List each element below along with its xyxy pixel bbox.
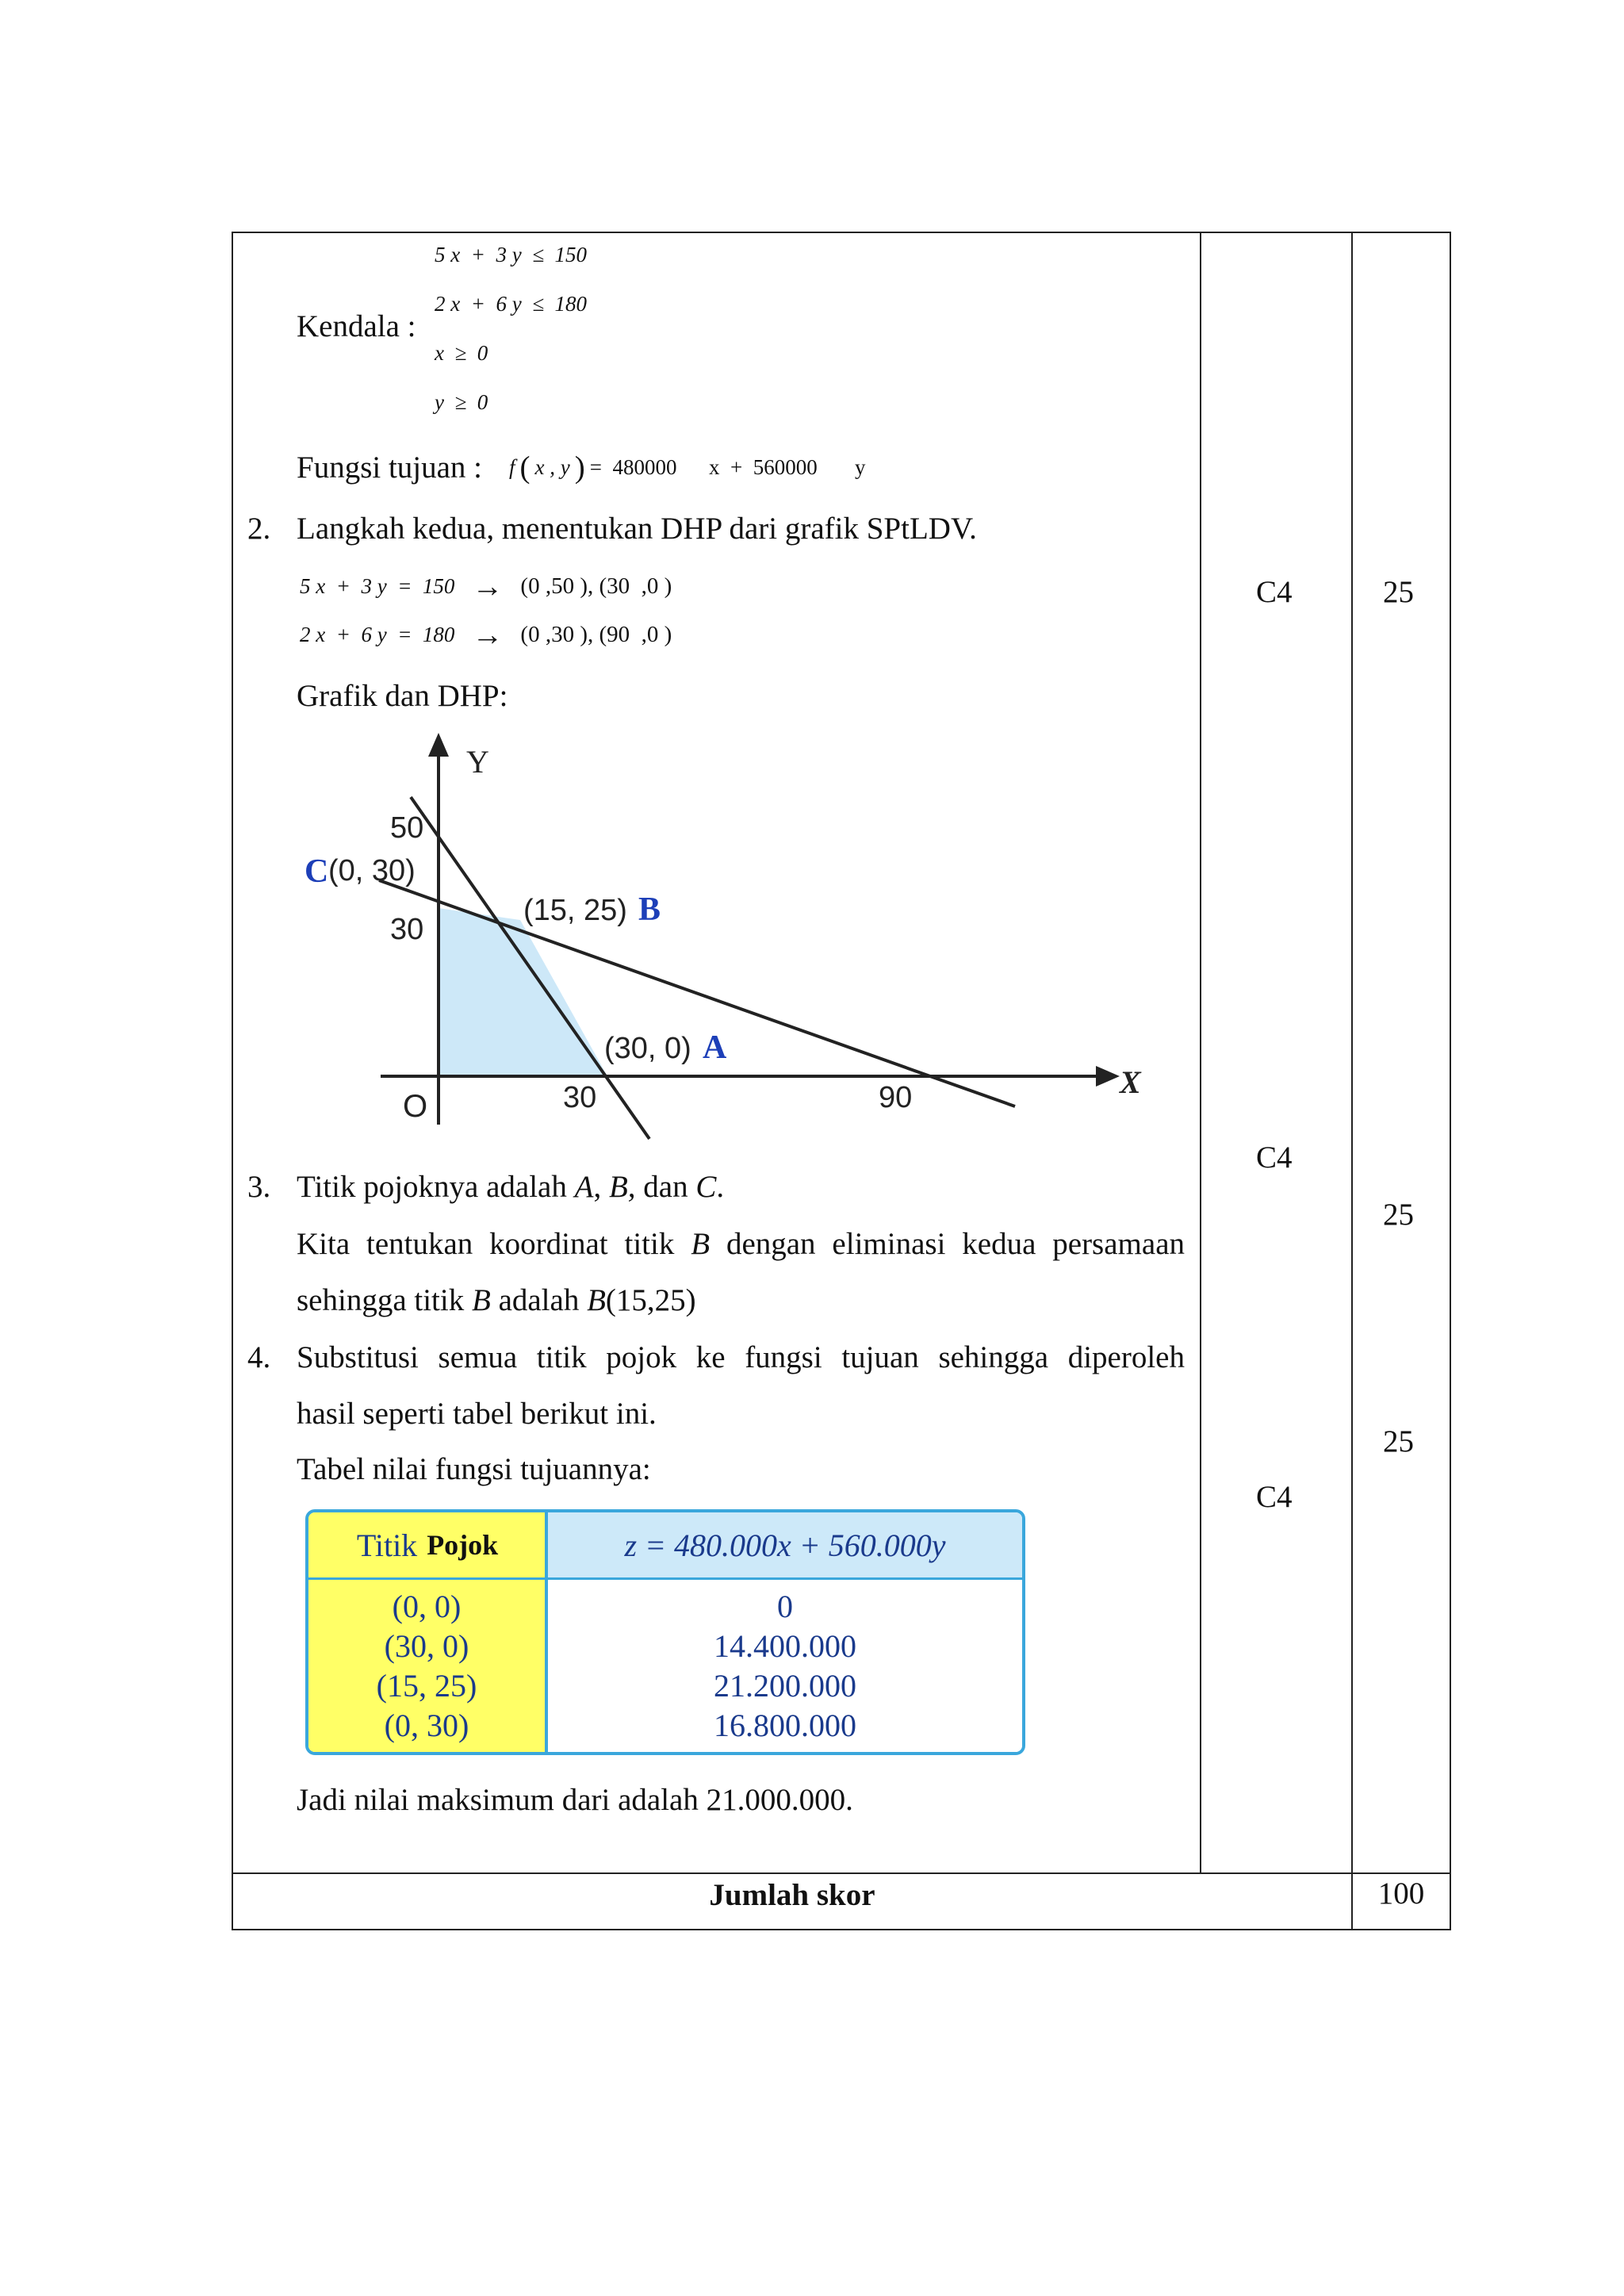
y-tick-30: 30 <box>390 913 424 946</box>
corner-point: (0, 30) <box>384 1708 469 1744</box>
equation-1-lhs: 5 x + 3 y = 150 <box>300 574 455 598</box>
fungsi-tujuan-label: Fungsi tujuan : <box>297 450 483 485</box>
y-tick-50: 50 <box>390 811 424 845</box>
table-header-right <box>548 1512 1022 1577</box>
step-4-line-2: hasil seperti tabel berikut ini. <box>297 1397 657 1431</box>
corner-point: (15, 25) <box>376 1668 477 1704</box>
equation-2-lhs: 2 x + 6 y = 180 <box>300 623 455 646</box>
corner-point: (30, 0) <box>384 1627 469 1664</box>
feasible-region-graph <box>293 730 1174 1150</box>
header-titik: Titik <box>356 1527 418 1563</box>
objective-values-column <box>548 1580 1022 1752</box>
constraint-4: y ≥ 0 <box>435 390 488 414</box>
score-25: 25 <box>1383 1198 1414 1232</box>
step-3-line-3 <box>297 1285 696 1316</box>
y-axis-label: Y <box>466 744 489 780</box>
table-border-top <box>232 232 1451 233</box>
step-3-line-1 <box>297 1171 724 1202</box>
point-b-coord: (15, 25) <box>523 894 627 927</box>
step-3-text: Kita tentukan koordinat titik <box>297 1227 691 1261</box>
kendala-label: Kendala : <box>297 309 416 343</box>
point-b-letter: B <box>638 891 661 928</box>
column-divider-2 <box>1351 232 1353 1930</box>
point-a-letter: A <box>703 1029 727 1066</box>
step-2-text: Langkah kedua, menentukan DHP dari grafik SPtLDV. <box>297 512 977 546</box>
total-score-label: Jumlah skor <box>709 1878 875 1912</box>
feasible-region <box>439 908 607 1076</box>
constraint-1: 5 x + 3 y ≤ 150 <box>435 243 588 266</box>
separator: dan <box>635 1170 696 1204</box>
paren-close: ) <box>574 450 585 485</box>
point-b-ref: B <box>691 1227 710 1261</box>
point-c-coord: (0, 30) <box>328 854 416 887</box>
table-header-left <box>308 1512 546 1577</box>
total-score-value: 100 <box>1377 1876 1425 1911</box>
level-c4: C4 <box>1256 1480 1293 1514</box>
step-3-text: Titik pojoknya adalah <box>297 1170 575 1204</box>
origin-label: O <box>403 1089 428 1124</box>
corner-point: (0, 0) <box>392 1588 462 1624</box>
table-border-bottom <box>232 1929 1451 1930</box>
arrow-icon: → <box>472 569 504 604</box>
equation-2-points: (0 ,30 ), (90 ,0 ) <box>520 622 672 647</box>
constraint-3: x ≥ 0 <box>435 341 488 365</box>
objective-lhs: f <box>509 455 515 479</box>
step-4-line-1: Substitusi semua titik pojok ke fungsi tujuan sehingga diperoleh <box>297 1340 1185 1374</box>
objective-function <box>509 452 865 483</box>
step-4-line-3: Tabel nilai fungsi tujuannya: <box>297 1452 651 1486</box>
objective-args: x , y <box>534 455 570 479</box>
point-a-ref: A <box>574 1170 594 1204</box>
point-c-letter: C <box>304 853 329 890</box>
x-tick-30: 30 <box>563 1081 597 1114</box>
table-border-right <box>1450 232 1451 1930</box>
point-b-ref: B <box>587 1283 606 1317</box>
line-equation-2 <box>300 619 672 650</box>
x-axis-arrow-icon <box>1096 1066 1120 1087</box>
objective-value: 0 <box>777 1588 793 1624</box>
header-pojok: Pojok <box>427 1529 499 1561</box>
conclusion-text: Jadi nilai maksimum dari adalah 21.000.000. <box>297 1783 853 1817</box>
header-objective: z = 480.000x + 560.000y <box>624 1527 946 1563</box>
objective-rhs: = 480000 x + 560000 y <box>589 455 866 479</box>
score-25: 25 <box>1383 1424 1414 1458</box>
x-axis-label: X <box>1120 1064 1141 1100</box>
table-border-left <box>232 232 233 1930</box>
corner-points-column <box>308 1580 545 1752</box>
point-a-coord: (30, 0) <box>604 1032 691 1065</box>
level-c4: C4 <box>1256 1140 1293 1175</box>
period: . <box>716 1170 725 1204</box>
step-3-text: adalah <box>490 1283 588 1317</box>
column-divider-1 <box>1200 232 1201 1873</box>
objective-value: 21.200.000 <box>714 1668 856 1704</box>
point-b-coord-text: (15,25) <box>605 1283 696 1317</box>
objective-value-table <box>305 1509 1025 1755</box>
equation-1-points: (0 ,50 ), (30 ,0 ) <box>520 573 672 599</box>
x-tick-90: 90 <box>879 1081 913 1114</box>
step-2-number: 2. <box>247 512 271 546</box>
constraint-2: 2 x + 6 y ≤ 180 <box>435 292 588 316</box>
line-equation-1 <box>300 571 672 602</box>
objective-value: 16.800.000 <box>714 1708 856 1744</box>
score-25: 25 <box>1383 575 1414 609</box>
step-3-text: sehingga titik <box>297 1283 472 1317</box>
paren-open: ( <box>519 450 530 485</box>
step-3-number: 3. <box>247 1170 271 1204</box>
level-c4: C4 <box>1256 575 1293 609</box>
arrow-icon: → <box>472 618 504 652</box>
point-b-ref: B, <box>608 1170 636 1204</box>
point-b-ref: B <box>471 1283 491 1317</box>
separator: , <box>593 1170 609 1204</box>
step-4-number: 4. <box>247 1340 271 1374</box>
point-c-ref: C <box>695 1170 717 1204</box>
objective-value: 14.400.000 <box>714 1627 856 1664</box>
graph-caption: Grafik dan DHP: <box>297 679 508 713</box>
step-3-text: dengan eliminasi kedua persamaan <box>726 1227 1185 1261</box>
y-axis-arrow-icon <box>428 733 449 757</box>
step-3-line-2 <box>297 1228 1185 1259</box>
footer-top-border <box>232 1872 1451 1874</box>
